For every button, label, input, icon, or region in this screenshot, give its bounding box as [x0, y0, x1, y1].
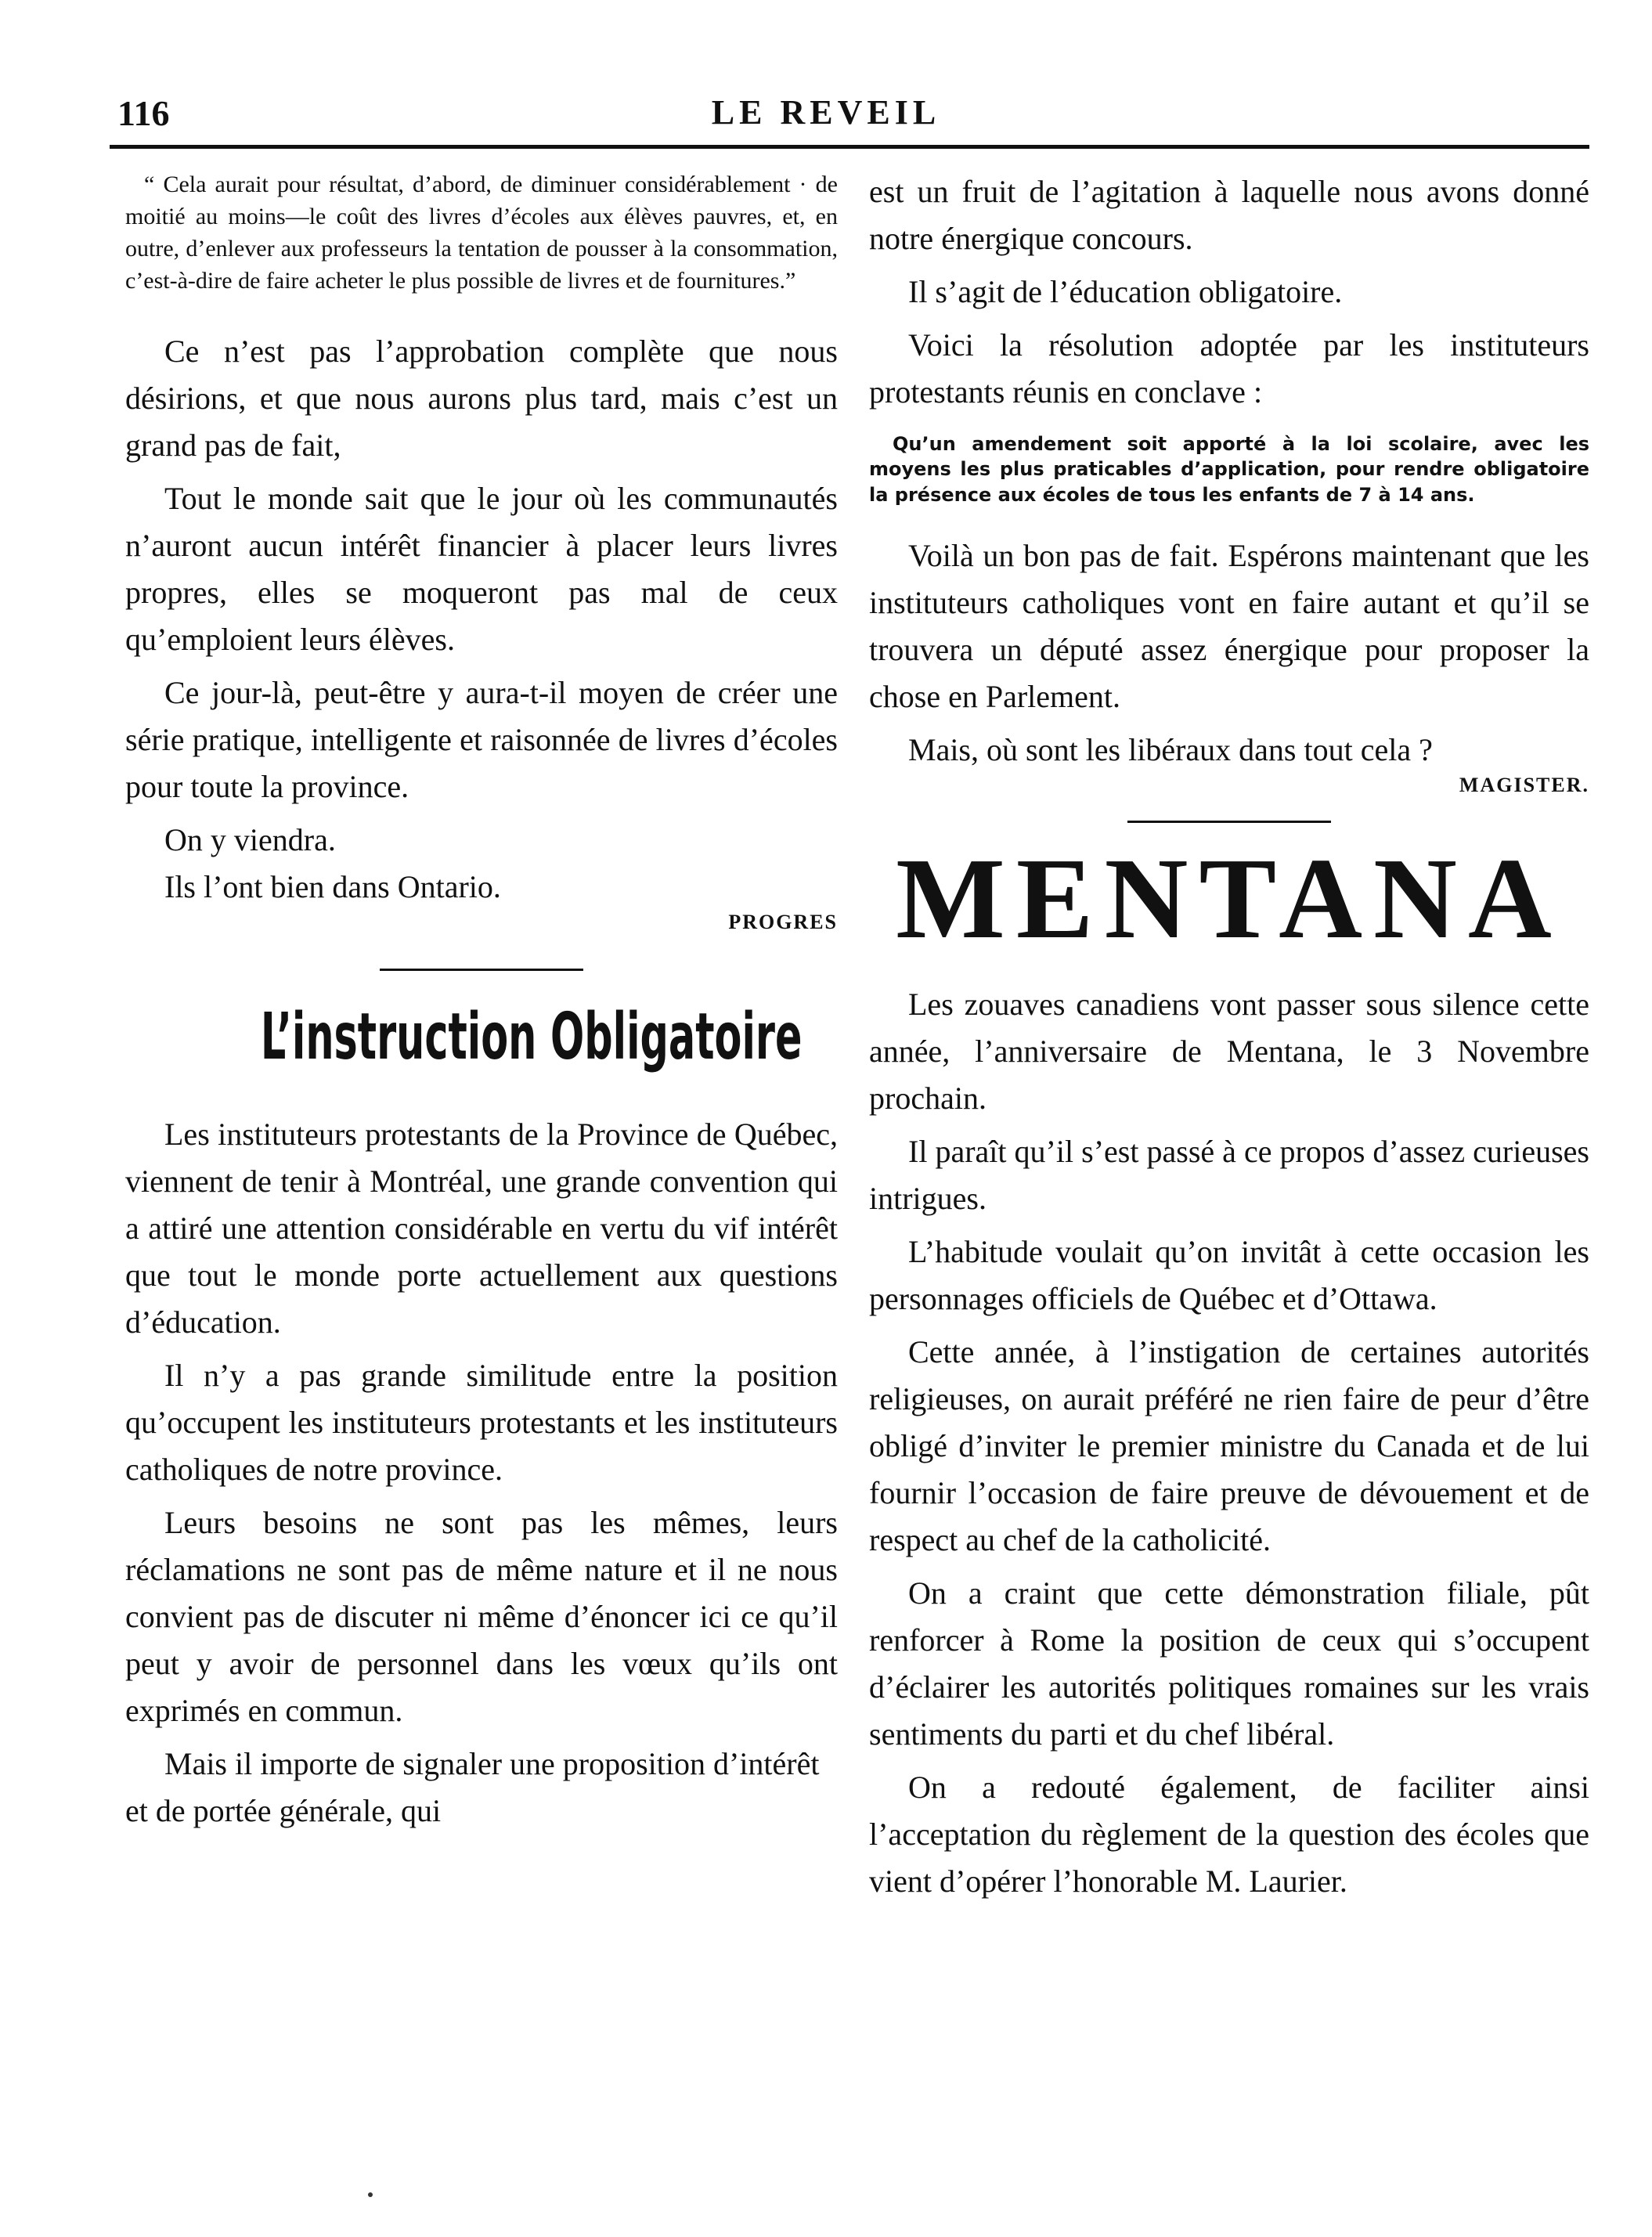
article-paragraph: Il paraît qu’il s’est passé à ce propos d’assez curieuses intrigues.	[869, 1133, 1589, 1216]
quoted-passage: “ Cela aurait pour résultat, d’abord, de diminuer considérablement · de moitié au moins—le coût des livres d’écoles aux élèves pauvres, et, en outre, d’enlever aux professeurs la tentation de pousser à la consommation, c’est-à-dire de faire acheter le plus possible de livres et de fournitures.”	[125, 171, 838, 294]
article-paragraph: Mais il importe de signaler une proposition d’intérêt et de portée générale, qui	[125, 1745, 820, 1828]
article-paragraph: Les instituteurs protestants de la Province de Québec, viennent de tenir à Montréal, une grande convention qui a attiré une attention considérable en vertu du vif intérêt que tout le monde porte actuellement aux questions d’éducation.	[125, 1116, 838, 1340]
article-paragraph: Il n’y a pas grande similitude entre la position qu’occupent les instituteurs protestants et les instituteurs catholiques de notre province.	[125, 1357, 838, 1487]
article-paragraph: Leurs besoins ne sont pas les mêmes, leurs réclamations ne sont pas de même nature et il ne nous convient pas de discuter ni même d’énoncer ici ce qu’il peut y avoir de personnel dans les vœux qu’ils ont exprimés en commun.	[125, 1504, 838, 1728]
paragraph: Tout le monde sait que le jour où les communautés n’auront aucun intérêt financier à placer leurs livres propres, elles se moqueront pas mal de ceux qu’emploient leurs élèves.	[125, 481, 838, 658]
paragraph: Mais, où sont les libéraux dans tout cela ?	[908, 732, 1433, 768]
right-column	[869, 168, 1589, 1911]
paragraph: Ce n’est pas l’approbation complète que nous désirions, et que nous aurons plus tard, mais c’est un grand pas de fait,	[125, 334, 838, 464]
article-paragraph: On a craint que cette démonstration filiale, pût renforcer à Rome la position de ceux qui s’occupent d’éclairer les autorités politiques romaines sur les vrais sentiments du parti et du chef libéral.	[869, 1575, 1589, 1752]
article-paragraph: Les zouaves canadiens vont passer sous silence cette année, l’anniversaire de Mentana, le 3 Novembre prochain.	[869, 986, 1589, 1116]
article-paragraph: On a redouté également, de faciliter ainsi l’acceptation du règlement de la question des écoles que vient d’opérer l’honorable M. Laurier.	[869, 1769, 1589, 1899]
page-number: 116	[117, 93, 170, 133]
resolution-text: Qu’un amendement soit apporté à la loi scolaire, avec les moyens les plus praticables d’application, pour rendre obligatoire la présence aux écoles de tous les enfants de 7 à 14 ans.	[869, 433, 1589, 506]
paragraph: Voici la résolution adoptée par les instituteurs protestants réunis en conclave :	[869, 327, 1589, 410]
paragraph: On y viendra.	[164, 822, 336, 858]
signature-magister: MAGISTER.	[1459, 774, 1589, 797]
section-divider	[380, 969, 583, 971]
header-rule	[110, 145, 1589, 149]
section-divider	[1127, 821, 1331, 823]
running-title: LE REVEIL	[711, 93, 941, 132]
article-headline-mentana: MENTANA	[896, 835, 1563, 964]
continued-paragraph: est un fruit de l’agitation à laquelle nous avons donné notre énergique concours.	[869, 174, 1589, 256]
paragraph: Voilà un bon pas de fait. Espérons maintenant que les instituteurs catholiques vont en faire autant et qu’il se trouvera un député assez énergique pour proposer la chose en Parlement.	[869, 538, 1589, 715]
article-paragraph: L’habitude voulait qu’on invitât à cette occasion les personnages officiels de Québec et d’Ottawa.	[869, 1233, 1589, 1316]
paragraph: Ils l’ont bien dans Ontario.	[164, 869, 501, 905]
signature-progres: PROGRES	[728, 911, 838, 934]
paragraph: Il s’agit de l’éducation obligatoire.	[908, 274, 1343, 309]
left-column	[125, 168, 838, 1841]
article-headline: L’instruction Obligatoire	[260, 1000, 803, 1075]
print-speck	[368, 2192, 373, 2197]
article-paragraph: Cette année, à l’instigation de certaines autorités religieuses, on aurait préféré ne rien faire de peur d’être obligé d’inviter le premier ministre du Canada et de lui fournir l’occasion de faire preuve de dévouement et de respect au chef de la catholicité.	[869, 1333, 1589, 1557]
paragraph: Ce jour-là, peut-être y aura-t-il moyen de créer une série pratique, intelligente et raisonnée de livres d’écoles pour toute la province.	[125, 675, 838, 805]
